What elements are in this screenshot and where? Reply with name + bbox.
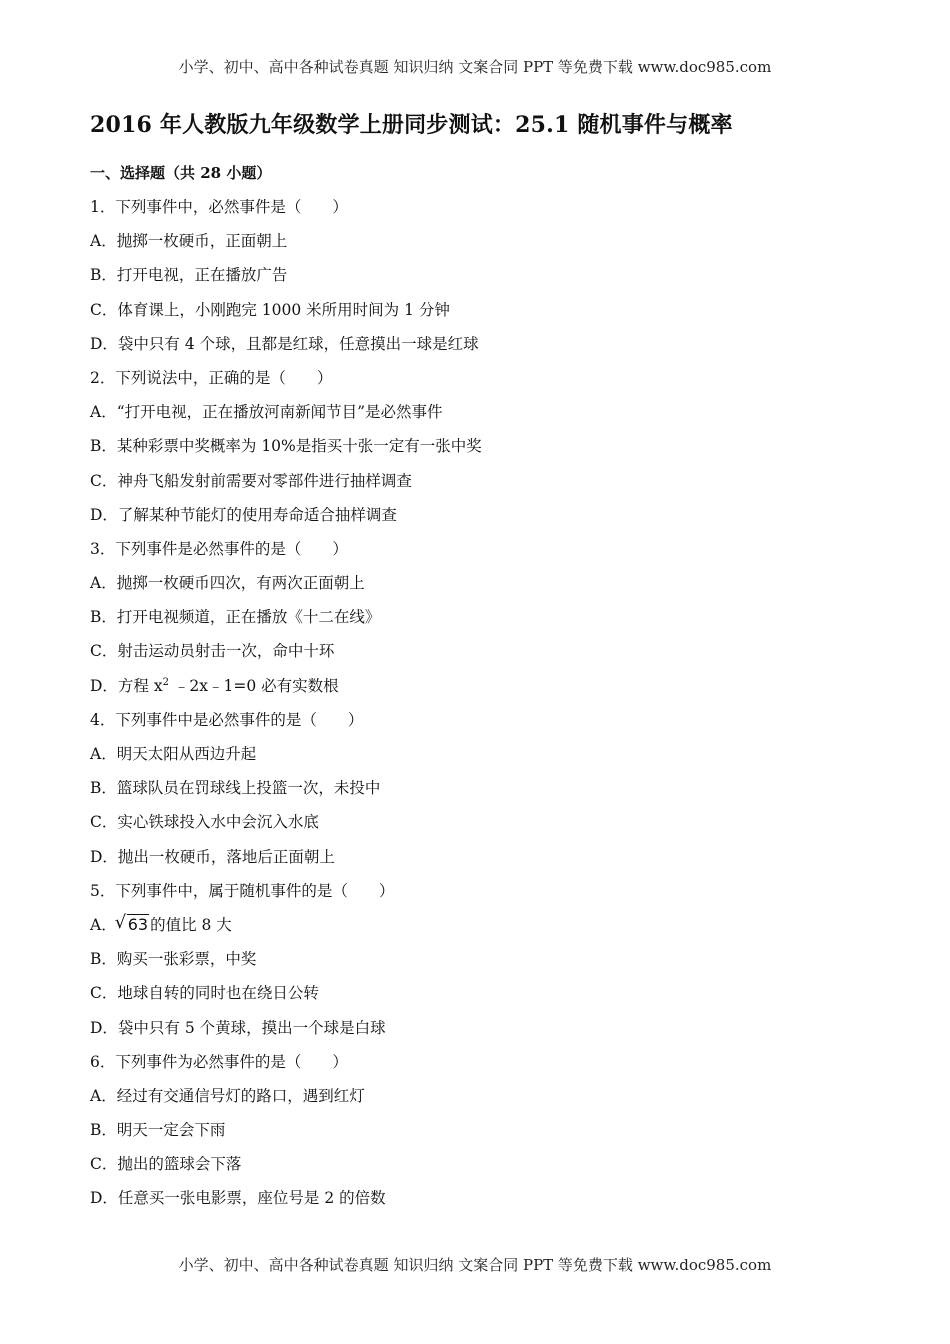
question-5-option-b: B．购买一张彩票，中奖 [90,950,257,969]
question-3-option-d-prefix: D．方程 x [90,676,163,695]
question-3-option-c: C．射击运动员射击一次，命中十环 [90,642,335,661]
question-3-option-b: B．打开电视频道，正在播放《十二在线》 [90,608,381,627]
question-5-stem: 5．下列事件中，属于随机事件的是（ ） [90,881,395,900]
question-2-stem: 2．下列说法中，正确的是（ ） [90,368,333,387]
question-1-option-a: A．抛掷一枚硬币，正面朝上 [90,232,288,251]
document-title: 2016 年人教版九年级数学上册同步测试：25.1 随机事件与概率 [90,112,733,138]
question-6-option-b: B．明天一定会下雨 [90,1121,226,1140]
question-2-option-a: A．“打开电视，正在播放河南新闻节目”是必然事件 [90,403,443,422]
question-2-option-d: D．了解某种节能灯的使用寿命适合抽样调查 [90,505,397,524]
question-6-option-a: A．经过有交通信号灯的路口，遇到红灯 [90,1086,365,1105]
section-heading: 一、选择题（共 28 小题） [90,164,272,182]
exponent-superscript: 2 [162,676,169,688]
question-3-option-a: A．抛掷一枚硬币四次，有两次正面朝上 [90,574,365,593]
question-2-option-b: B．某种彩票中奖概率为 10%是指买十张一定有一张中奖 [90,437,482,456]
question-5-option-a-prefix: A． [90,915,117,934]
question-3-option-d [90,673,870,707]
question-1-option-c: C．体育课上，小刚跑完 1000 米所用时间为 1 分钟 [90,300,450,319]
question-4-option-c: C．实心铁球投入水中会沉入水底 [90,813,319,832]
question-1-option-d: D．袋中只有 4 个球，且都是红球，任意摸出一球是红球 [90,334,479,353]
square-root-symbol [117,912,149,938]
question-6-option-d: D．任意买一张电影票，座位号是 2 的倍数 [90,1189,386,1208]
question-2-option-c: C．神舟飞船发射前需要对零部件进行抽样调查 [90,471,412,490]
page-footer: 小学、初中、高中各种试卷真题 知识归纳 文案合同 PPT 等免费下载 www.doc985.com [178,1256,772,1274]
question-1-stem: 1．下列事件中，必然事件是（ ） [90,198,348,216]
question-3-option-d-suffix: ﹣2x﹣1=0 必有实数根 [168,676,339,695]
question-6-option-c: C．抛出的篮球会下落 [90,1155,242,1174]
question-4-option-a: A．明天太阳从西边升起 [90,745,257,763]
question-4-option-d: D．抛出一枚硬币，落地后正面朝上 [90,847,335,866]
question-5-option-a [90,912,870,946]
question-5-option-a-suffix: 的值比 8 大 [150,915,232,934]
radicand: 63 [127,914,149,934]
question-5-option-c: C．地球自转的同时也在绕日公转 [90,984,319,1003]
question-4-option-b: B．篮球队员在罚球线上投篮一次，未投中 [90,779,381,798]
document-body [90,160,870,1220]
question-4-stem: 4．下列事件中是必然事件的是（ ） [90,710,364,729]
question-6-stem: 6．下列事件为必然事件的是（ ） [90,1052,348,1071]
question-1-option-b: B．打开电视，正在播放广告 [90,266,288,285]
page-header: 小学、初中、高中各种试卷真题 知识归纳 文案合同 PPT 等免费下载 www.doc985.com [178,58,772,76]
question-3-stem: 3．下列事件是必然事件的是（ ） [90,539,348,558]
question-5-option-d: D．袋中只有 5 个黄球，摸出一个球是白球 [90,1018,386,1037]
